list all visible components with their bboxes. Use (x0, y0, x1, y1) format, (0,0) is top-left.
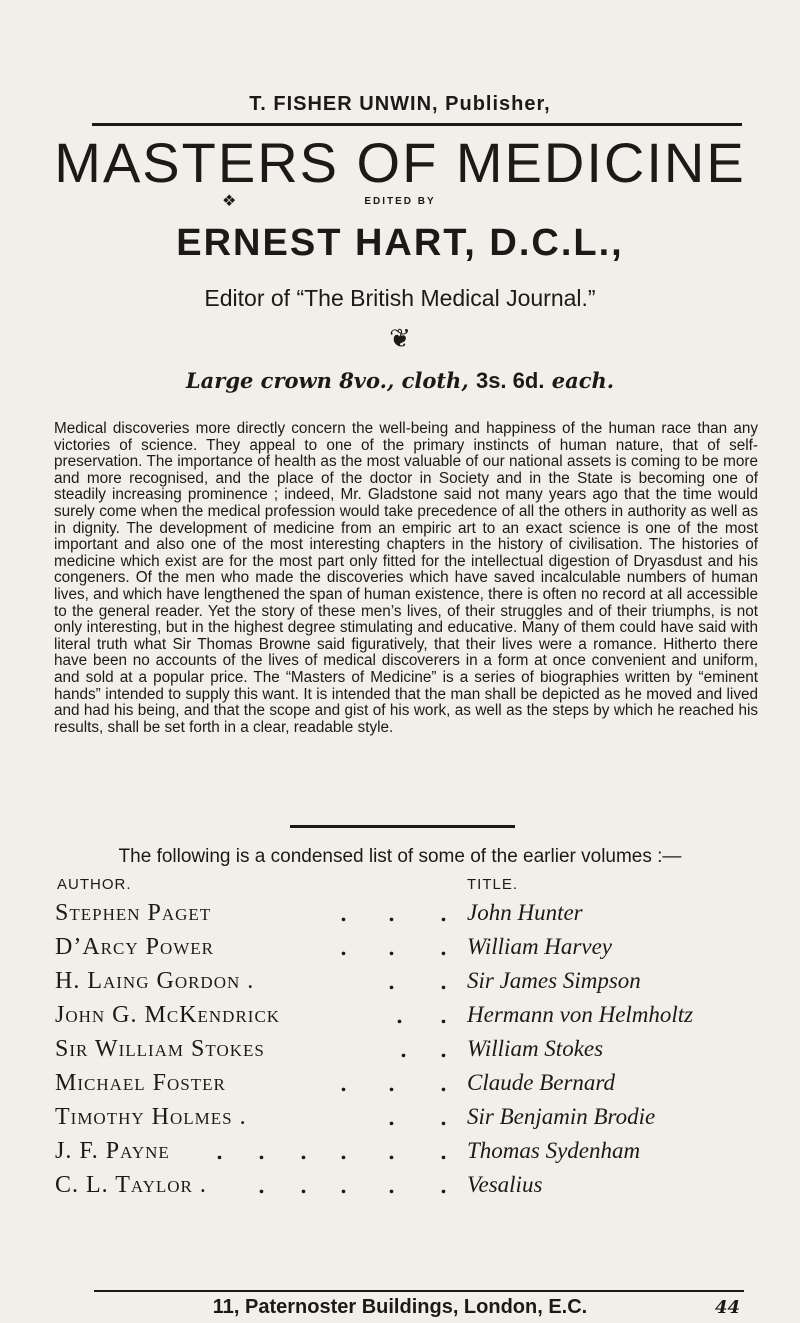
volume-row: Michael Foster . . . Claude Bernard (55, 1070, 615, 1096)
volume-author: Sir William Stokes (55, 1036, 265, 1062)
middle-rule (290, 825, 515, 828)
book-format: Large crown 8vo., cloth, (185, 368, 469, 393)
top-rule (92, 123, 742, 126)
volume-title: Thomas Sydenham (467, 1138, 641, 1163)
series-description: Medical discoveries more directly concern the well-being and happiness of the human race than any victories of science. They appeal to one of the primary instincts of human nature, that of self-preservation. The importance of health as the most valuable of our national assets is coming to be more and more recognised, and the place of the doctor in Society and in the State is becoming one of steadily increasing prominence ; indeed, Mr. Gladstone said not many years ago that the time would surely come when the medical profession would take precedence of all the others in authority as well as in dignity. The development of medicine from an empiric art to an exact science is one of the most important and also one of the most interesting chapters in the history of civilisation. The histories of medicine which exist are for the most part only fitted for the intellectual digestion of Dryasdust and his congeners. Of the men who made the discoveries which have saved incalculable numbers of human lives, and which have lengthened the span of human existence, there is often no record at all accessible to the general reader. Yet the story of these men’s lives, of their struggles and of their triumphs, is not only interesting, but in the highest degree stimulating and educative. Many of them could have said with literal truth what Sir Thomas Browne said figuratively, that their lives were a romance. Hitherto there have been no accounts of the lives of medical discoverers in a form at once convenient and uniform, and sold at a popular price. The “Masters of Medicine” is a series of biographies written by “eminent hands” intended to supply this want. It is intended that the man shall be depicted as he moved and lived and had his being, and that the scope and gist of his work, as well as the steps by which he reached his results, shall be set forth in a clear, readable style. (54, 420, 758, 736)
volume-title: Sir Benjamin Brodie (467, 1104, 656, 1129)
volume-row: Timothy Holmes . . . Sir Benjamin Brodie (55, 1104, 656, 1130)
price-each: each. (551, 368, 615, 393)
volume-author: H. Laing Gordon . (55, 968, 255, 994)
volume-title: Claude Bernard (467, 1070, 615, 1095)
author-column-header: AUTHOR. (57, 876, 132, 893)
volume-row: D’Arcy Power . . . William Harvey (55, 934, 612, 960)
editor-role: Editor of “The British Medical Journal.” (204, 285, 596, 311)
volume-author: C. L. Taylor . (55, 1172, 207, 1198)
volume-author: J. F. Payne (55, 1138, 170, 1164)
volume-title: Sir James Simpson (467, 968, 641, 993)
volume-row: J. F. Payne . . . . . . Thomas Sydenham (55, 1138, 641, 1164)
volume-row: C. L. Taylor . . . . . . Vesalius (55, 1172, 543, 1198)
diamond-ornament-icon: ❖ (222, 191, 237, 210)
series-title: MASTERS OF MEDICINE (54, 131, 746, 194)
list-intro: The following is a condensed list of some of the earlier volumes :— (118, 846, 682, 867)
volume-author: John G. McKendrick (55, 1002, 281, 1028)
volume-author: Timothy Holmes . (55, 1104, 247, 1130)
page-mark: 44 (715, 1297, 741, 1318)
editor-name: ERNEST HART, D.C.L., (176, 222, 624, 264)
bottom-rule (94, 1290, 744, 1292)
volume-title: William Stokes (467, 1036, 604, 1061)
volume-row: John G. McKendrick . . Hermann von Helmholtz (55, 1002, 694, 1028)
volume-author: D’Arcy Power (55, 934, 215, 960)
volume-row: H. Laing Gordon . . . Sir James Simpson (55, 968, 641, 994)
publisher-address: 11, Paternoster Buildings, London, E.C. (212, 1296, 588, 1318)
title-column-header: TITLE. (467, 876, 519, 893)
fleuron-ornament-icon: ❦ (389, 324, 411, 354)
price-line (0, 368, 800, 394)
volume-title: John Hunter (467, 900, 583, 925)
volume-author: Stephen Paget (55, 900, 212, 926)
volume-title: Hermann von Helmholtz (467, 1002, 694, 1027)
volume-author: Michael Foster (55, 1070, 226, 1096)
edited-by-label: EDITED BY (364, 196, 436, 207)
price-amount: 3s. 6d. (475, 368, 545, 393)
volume-title: Vesalius (467, 1172, 543, 1197)
volume-title: William Harvey (467, 934, 612, 959)
publisher-line: T. FISHER UNWIN, Publisher, (249, 93, 551, 115)
volume-row: Stephen Paget . . . John Hunter (55, 900, 583, 926)
volume-row: Sir William Stokes . . William Stokes (55, 1036, 604, 1062)
